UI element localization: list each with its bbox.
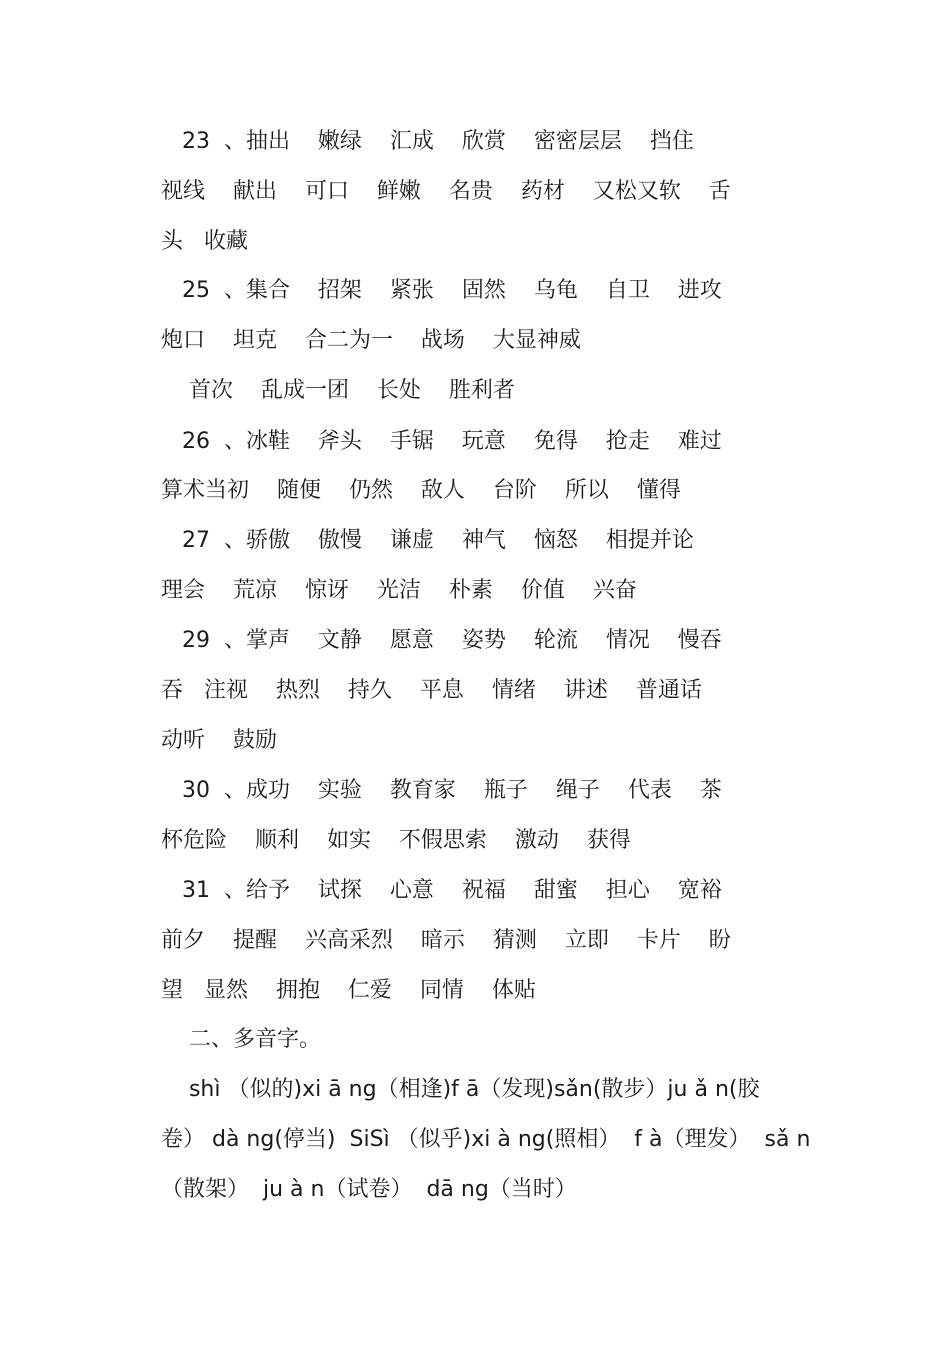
- vocab-line: 26 、冰鞋 斧头 手锯 玩意 免得 抢走 难过: [161, 429, 722, 454]
- vocab-line: 头 收藏: [161, 229, 248, 254]
- vocab-line: 首次 乱成一团 长处 胜利者: [161, 378, 515, 403]
- vocab-line: 25 、集合 招架 紧张 固然 乌龟 自卫 进攻: [161, 278, 722, 303]
- section-heading: 二、多音字。: [161, 1027, 321, 1052]
- vocab-line: 31 、给予 试探 心意 祝福 甜蜜 担心 宽裕: [161, 878, 722, 903]
- vocab-line: 前夕 提醒 兴高采烈 暗示 猜测 立即 卡片 盼: [161, 928, 731, 953]
- vocab-line: 望 显然 拥抱 仁爱 同情 体贴: [161, 978, 536, 1003]
- vocab-line: 理会 荒凉 惊讶 光洁 朴素 价值 兴奋: [161, 578, 637, 603]
- vocab-line: 29 、掌声 文静 愿意 姿势 轮流 情况 慢吞: [161, 628, 722, 653]
- vocab-line: 动听 鼓励: [161, 728, 277, 753]
- vocab-line: 算术当初 随便 仍然 敌人 台阶 所以 懂得: [161, 478, 681, 503]
- vocab-line: 视线 献出 可口 鲜嫩 名贵 药材 又松又软 舌: [161, 179, 731, 204]
- vocab-line: 杯危险 顺利 如实 不假思索 激动 获得: [161, 828, 631, 853]
- vocab-line: 炮口 坦克 合二为一 战场 大显神威: [161, 328, 581, 353]
- vocab-line: 27 、骄傲 傲慢 谦虚 神气 恼怒 相提并论: [161, 528, 694, 553]
- pinyin-line: shì （似的)xi ā ng（相逢)f ā（发现)sǎn(散步）ju ǎ n(胶: [161, 1077, 760, 1102]
- pinyin-line: （散架） ju à n（试卷） dā ng（当时）: [161, 1177, 577, 1202]
- vocab-line: 吞 注视 热烈 持久 平息 情绪 讲述 普通话: [161, 678, 702, 703]
- vocab-line: 30 、成功 实验 教育家 瓶子 绳子 代表 茶: [161, 778, 722, 803]
- pinyin-line: 卷） dà ng(停当) SiSì （似乎)xi à ng(照相） f à（理发） sǎ n: [161, 1127, 811, 1152]
- vocab-line: 23 、抽出 嫩绿 汇成 欣赏 密密层层 挡住: [161, 129, 694, 154]
